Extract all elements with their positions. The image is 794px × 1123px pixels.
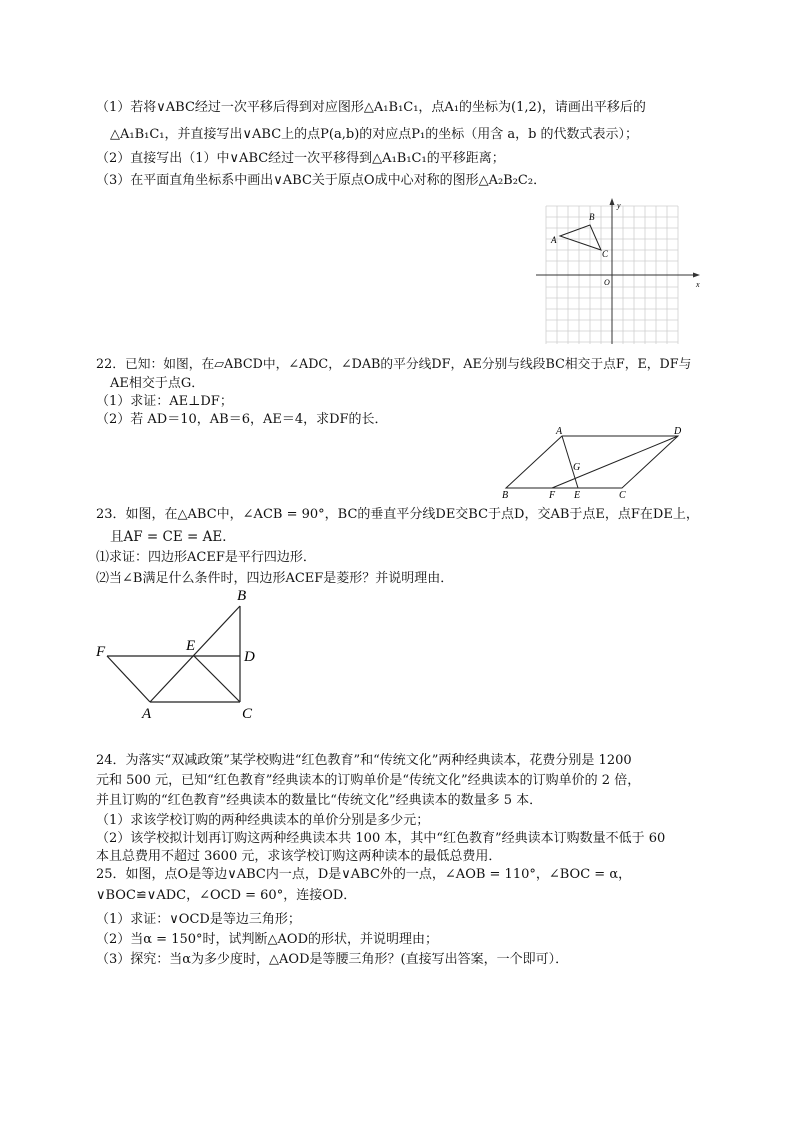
q21-coordinate-grid <box>532 198 706 346</box>
point-f-label: F <box>549 490 556 501</box>
y-axis-label: y <box>617 201 621 210</box>
point-b-label: B <box>589 212 595 222</box>
q23-statement-line2: 且AF = CE = AE． <box>110 529 236 545</box>
point-f-label: F <box>96 644 106 660</box>
point-e-label: E <box>574 490 581 501</box>
q23-statement-line1: 23．如图，在△ABC中，∠ACB = 90°，BC的垂直平分线DE交BC于点D，交AB于点E，点F在DE上， <box>96 507 699 522</box>
q25-part3: （3）探究：当α为多少度时，△AOD是等腰三角形？(直接写出答案，一个即可）． <box>96 952 569 967</box>
point-c-label: C <box>619 490 626 501</box>
point-g-label: G <box>573 462 581 473</box>
point-b-label: B <box>237 588 247 604</box>
q24-part2-line2: 本且总费用不超过 3600 元，求该学校订购这两种读本的最低总费用． <box>96 849 502 864</box>
x-axis-label: x <box>696 280 700 289</box>
q21-part2: （2）直接写出（1）中∨ABC经过一次平移得到△A₁B₁C₁的平移距离； <box>96 151 505 166</box>
q22-part1: （1）求证：AE⊥DF； <box>96 394 233 409</box>
point-d-label: D <box>674 426 682 437</box>
point-e-label: E <box>186 638 196 654</box>
origin-label: O <box>604 278 610 287</box>
point-a-label: A <box>551 235 557 245</box>
q21-part1-line2: △A₁B₁C₁，并直接写出∨ABC上的点P(a,b)的对应点P₁的坐标（用含 a，b 的代数式表示）； <box>110 127 639 142</box>
q24-part1: （1）求该学校订购的两种经典读本的单价分别是多少元； <box>96 813 430 828</box>
point-c-label: C <box>242 706 253 722</box>
q24-part2-line1: （2）该学校拟计划再订购这两种经典读本共 100 本，其中“红色教育”经典读本订购数量不低于 60 <box>96 831 666 846</box>
q25-statement-line2: ∨BOC≌∨ADC，∠OCD = 60°，连接OD． <box>96 888 357 903</box>
q21-part3: （3）在平面直角坐标系中画出∨ABC关于原点O成中心对称的图形△A₂B₂C₂． <box>96 173 547 188</box>
point-b-label: B <box>502 490 509 501</box>
q22-statement-line2: AE相交于点G． <box>110 376 205 391</box>
triangle-abc <box>560 225 601 250</box>
q23-triangle-figure <box>92 584 272 724</box>
q24-statement-line3: 并且订购的“红色教育”经典读本的数量比“传统文化”经典读本的数量多 5 本． <box>96 793 543 808</box>
q22-statement-line1: 22．已知：如图，在▱ABCD中，∠ADC，∠DAB的平分线DF，AE分别与线段BC相交于点F，E，DF与 <box>96 357 692 372</box>
q25-part2: （2）当α = 150°时，试判断△AOD的形状，并说明理由； <box>96 932 438 947</box>
q22-part2: （2）若 AD＝10，AB＝6，AE＝4，求DF的长． <box>96 412 388 427</box>
point-a-label: A <box>142 706 152 722</box>
point-a-label: A <box>556 426 563 437</box>
point-c-label: C <box>602 249 609 259</box>
q21-part1-line1: （1）若将∨ABC经过一次平移后得到对应图形△A₁B₁C₁，点A₁的坐标为(1,2)，请画出平移后的 <box>96 100 646 115</box>
q25-part1: （1）求证：∨OCD是等边三角形； <box>96 912 301 927</box>
q24-statement-line1: 24．为落实“双减政策”某学校购进“红色教育”和“传统文化”两种经典读本，花费分别是 1200 <box>96 753 632 768</box>
q23-part2: ⑵当∠B满足什么条件时，四边形ACEF是菱形？并说明理由． <box>96 571 454 586</box>
q22-parallelogram-figure <box>496 424 696 504</box>
q23-part1: ⑴求证：四边形ACEF是平行四边形． <box>96 550 316 565</box>
q25-statement-line1: 25．如图，点O是等边∨ABC内一点，D是∨ABC外的一点，∠AOB = 110°，∠BOC = α， <box>96 867 632 882</box>
q24-statement-line2: 元和 500 元，已知“红色教育”经典读本的订购单价是“传统文化”经典读本的订购单价的 2 倍， <box>96 773 641 788</box>
point-d-label: D <box>244 649 255 665</box>
